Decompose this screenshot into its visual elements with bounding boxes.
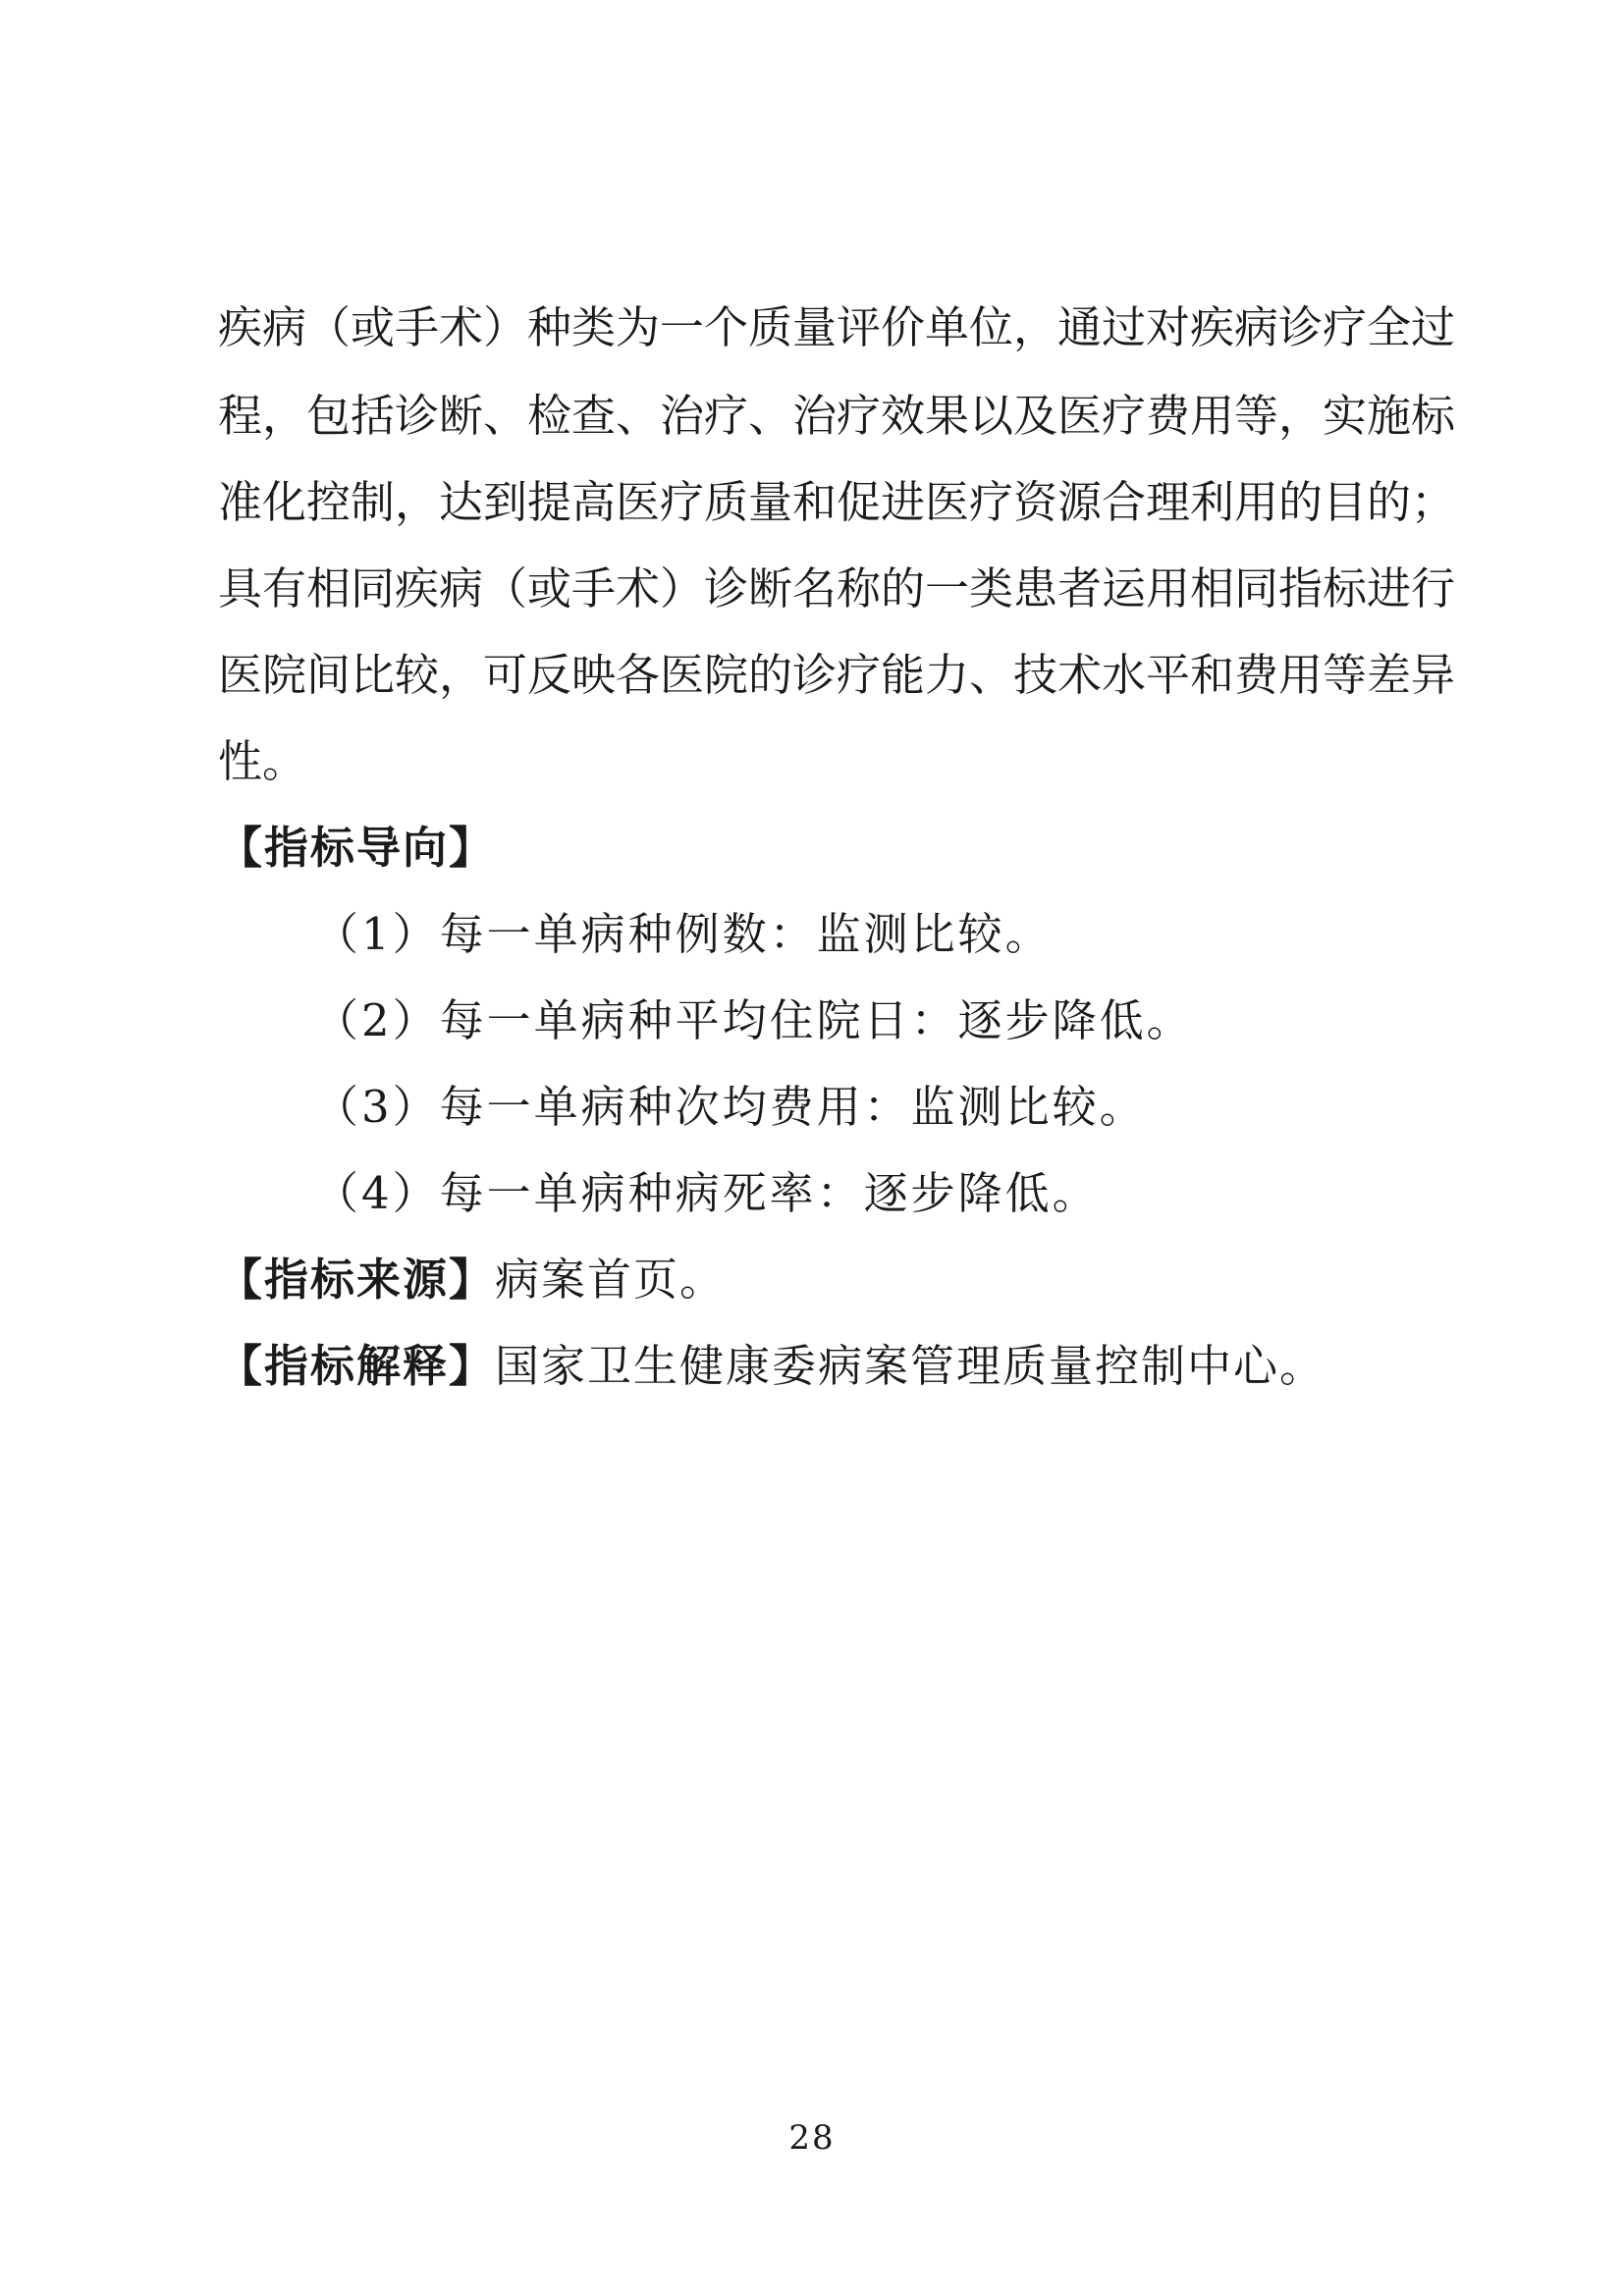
interpretation-line: [218, 1339, 1435, 1394]
guidance-item-3: （3）每一单病种次均费用：监测比较。: [314, 1081, 1147, 1133]
paragraph-line-6: 性。: [218, 735, 307, 787]
paragraph-line-5: 医院间比较，可反映各医院的诊疗能力、技术水平和费用等差异: [218, 649, 1456, 701]
source-text: 病案首页。: [495, 1254, 727, 1306]
guidance-item-4: （4）每一单病种病死率：逐步降低。: [314, 1167, 1100, 1219]
source-heading: 【指标来源】: [218, 1254, 496, 1306]
source-line: [218, 1253, 1435, 1308]
paragraph-line-1: 疾病（或手术）种类为一个质量评价单位，通过对疾病诊疗全过: [218, 301, 1456, 353]
guidance-item-2: （2）每一单病种平均住院日：逐步降低。: [314, 994, 1194, 1046]
interpretation-text: 国家卫生健康委病案管理质量控制中心。: [495, 1340, 1326, 1392]
interpretation-heading: 【指标解释】: [218, 1340, 496, 1392]
page-number: 28: [788, 2118, 836, 2158]
paragraph-line-3: 准化控制，达到提高医疗质量和促进医疗资源合理利用的目的；: [218, 476, 1456, 528]
guidance-heading: 【指标导向】: [218, 822, 496, 874]
paragraph-line-2: 程，包括诊断、检查、治疗、治疗效果以及医疗费用等，实施标: [218, 390, 1456, 442]
guidance-item-1: （1）每一单病种例数：监测比较。: [314, 908, 1053, 960]
paragraph-line-4: 具有相同疾病（或手术）诊断名称的一类患者运用相同指标进行: [218, 562, 1456, 614]
